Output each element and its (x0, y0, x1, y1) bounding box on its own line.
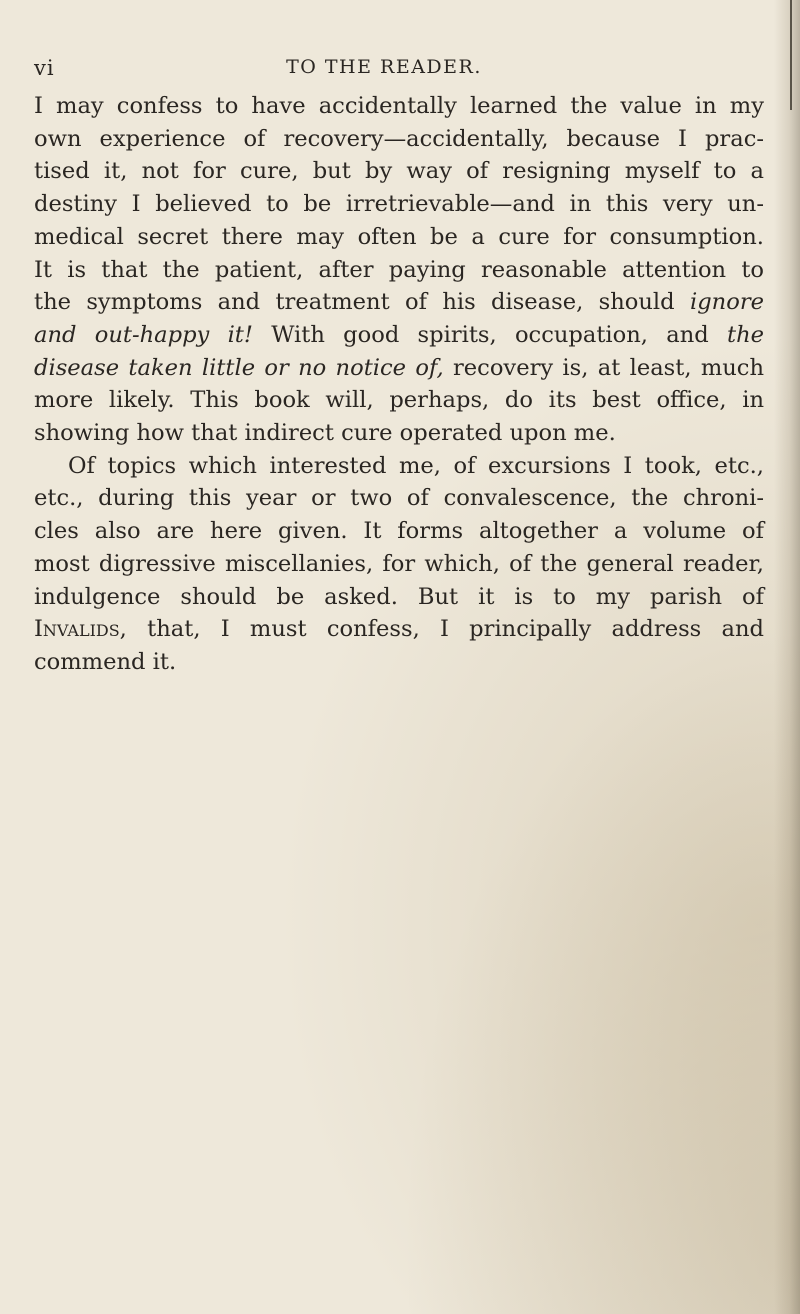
running-title: TO THE READER. (286, 56, 482, 78)
text-line: medical secret there may often be a cure for consumption. (34, 223, 764, 250)
text-line: indulgence should be asked. But it is to my parish of (34, 583, 764, 610)
italic-segment: the (727, 321, 765, 348)
text-line: etc., during this year or two of convalescence, the chroni- (34, 485, 764, 512)
text-line (34, 319, 764, 352)
text-line: cles also are here given. It forms altogether a volume of (34, 518, 764, 545)
text-line: showing how that indirect cure operated upon me. (34, 420, 616, 447)
text-line: destiny I believed to be irretrievable—and in this very un- (34, 191, 764, 218)
text-line (34, 352, 764, 385)
text-line: most digressive miscellanies, for which, of the general reader, (34, 550, 764, 577)
text-line: commend it. (34, 648, 177, 675)
text-segment: With good spirits, occupation, and (271, 321, 709, 348)
text-line: own experience of recovery—accidentally, because I prac- (34, 125, 764, 152)
text-line: tised it, not for cure, but by way of resigning myself to a (34, 158, 764, 185)
running-head (34, 56, 734, 86)
text-line (34, 286, 764, 319)
text-line: more likely. This book will, perhaps, do its best office, in (34, 387, 764, 414)
body-text (34, 90, 764, 679)
paragraph-1 (34, 90, 764, 450)
italic-segment: ignore (689, 289, 764, 316)
page-edge-shadow (774, 0, 800, 1314)
text-line (34, 613, 764, 646)
page-number: vi (34, 56, 55, 80)
small-caps-segment: Invalids, (34, 616, 127, 643)
text-line: I may confess to have accidentally learned the value in my (34, 93, 764, 119)
text-segment: recovery is, at least, much (453, 354, 765, 381)
text-segment: that, I must confess, I principally address and (147, 616, 764, 643)
text-line: It is that the patient, after paying reasonable attention to (34, 256, 764, 283)
page-edge-line (790, 0, 792, 110)
text-segment: the symptoms and treatment of his disease, should (34, 289, 675, 316)
italic-segment: disease taken little or no notice of, (34, 354, 444, 381)
italic-segment: and out-happy it! (34, 321, 253, 348)
text-line: Of topics which interested me, of excursions I took, etc., (68, 452, 764, 479)
paragraph-2 (34, 450, 764, 679)
